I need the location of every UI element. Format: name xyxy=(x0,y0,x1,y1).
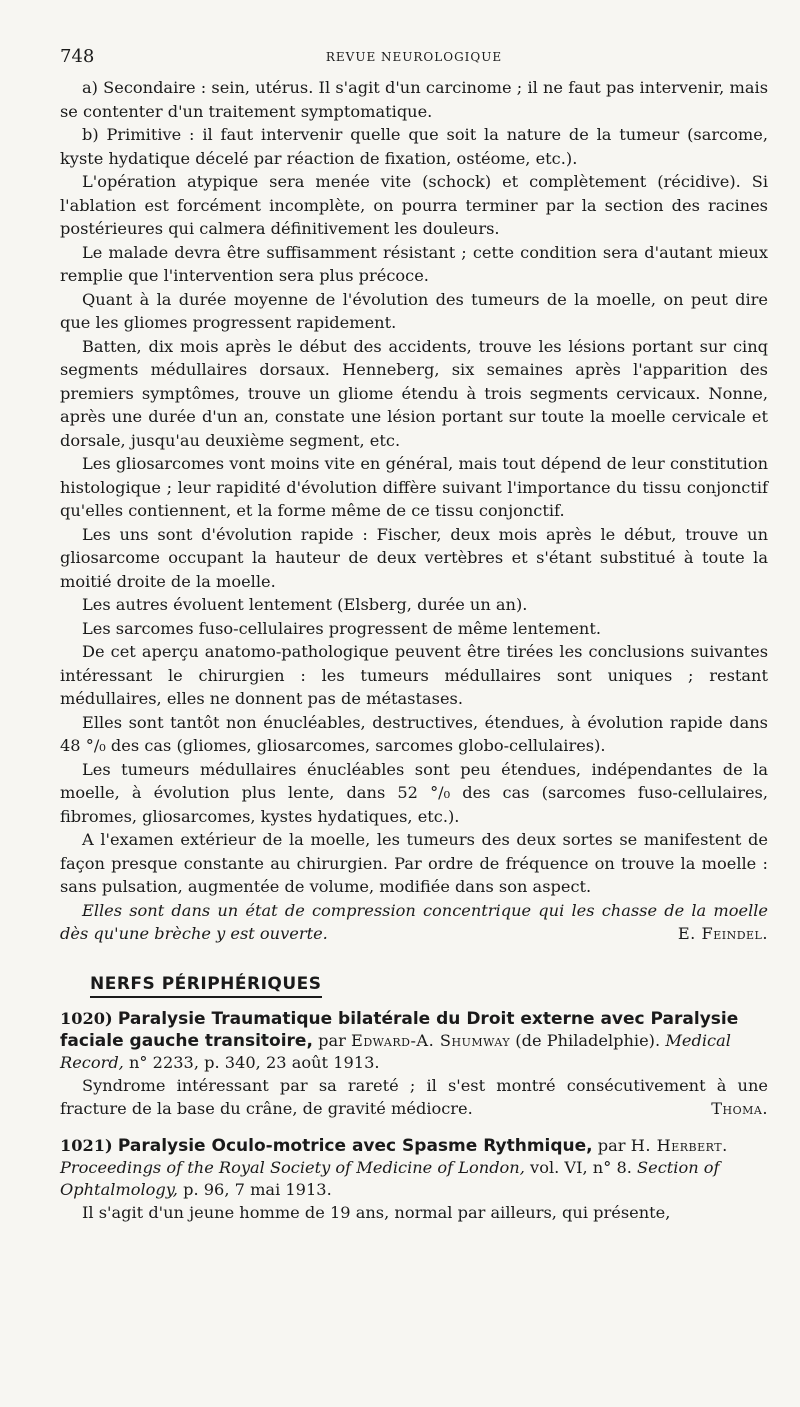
paragraph: Le malade devra être suffisamment résistant ; cette condition sera d'autant mieux remplie que l'intervention sera plus précoce. xyxy=(60,242,768,285)
paragraph: Elles sont tantôt non énucléables, destructives, étendues, à évolution rapide dans 48 °/₀ des cas (gliomes, gliosarcomes, sarcomes globo-cellulaires). xyxy=(60,712,768,755)
paragraph: L'opération atypique sera menée vite (schock) et complètement (récidive). Si l'ablation est forcément incomplète, on pourra terminer par la section des racines postérieures qui calmera définitivement les douleurs. xyxy=(60,172,768,238)
abstract-entry xyxy=(60,1008,768,1121)
section-title: NERFS PÉRIPHÉRIQUES xyxy=(90,974,322,998)
entry-journal-section: Section of Ophtalmology, xyxy=(60,1157,720,1199)
paragraph: Batten, dix mois après le début des accidents, trouve les lésions portant sur cinq segments médullaires dorsaux. Henneberg, six semaines après l'apparition des premiers symptômes, trouve un gliome étendu à trois segments cervicaux. Nonne, après une durée d'un an, constate une lésion portant sur toute la moelle cervicale et dorsale, jusqu'au deuxième segment, etc. xyxy=(60,336,768,450)
page-number: 748 xyxy=(60,46,95,67)
entry-number: 1021) xyxy=(60,1135,113,1155)
entry-reference: vol. VI, n° 8. xyxy=(530,1157,632,1177)
entry-number: 1020) xyxy=(60,1008,113,1028)
entry-author: H. Herbert. xyxy=(630,1135,728,1155)
closing-text: Elles sont dans un état de compression concentrique qui les chasse de la moelle dès qu'une brèche y est ouverte. xyxy=(60,900,768,943)
author-prefix: par xyxy=(318,1030,346,1050)
entry-summary: Syndrome intéressant par sa rareté ; il s'est montré consécutivement à une fracture de la base du crâne, de gravité médiocre. Thoma. xyxy=(60,1074,768,1121)
running-head: REVUE NEUROLOGIQUE xyxy=(325,50,503,64)
paragraph: a) Secondaire : sein, utérus. Il s'agit d'un carcinome ; il ne faut pas intervenir, mais se contenter d'un traitement symptomatique. xyxy=(60,78,768,121)
paragraph: Les autres évoluent lentement (Elsberg, durée un an). xyxy=(82,595,528,614)
entry-title: Paralysie Traumatique bilatérale du Droit externe avec Paralysie faciale gauche transitoire, xyxy=(60,1008,739,1051)
paragraph: Quant à la durée moyenne de l'évolution des tumeurs de la moelle, on peut dire que les gliomes progressent rapidement. xyxy=(60,289,768,332)
entry-heading xyxy=(60,1008,768,1074)
entry-summary: Il s'agit d'un jeune homme de 19 ans, normal par ailleurs, qui présente, xyxy=(82,1202,671,1222)
paragraph: A l'examen extérieur de la moelle, les tumeurs des deux sortes se manifestent de façon presque constante au chirurgien. Par ordre de fréquence on trouve la moelle : sans pulsation, augmentée de volume, modifiée dans son aspect. xyxy=(60,830,768,896)
paragraph: Les gliosarcomes vont moins vite en général, mais tout dépend de leur constitution histologique ; leur rapidité d'évolution diffère suivant l'importance du tissu conjonctif qu'elles contiennent, et la forme même de ce tissu conjonctif. xyxy=(60,454,768,520)
page-header xyxy=(60,46,768,76)
entry-heading xyxy=(60,1135,768,1201)
entry-signature: Thoma. xyxy=(711,1099,768,1118)
entry-reference: n° 2233, p. 340, 23 août 1913. xyxy=(128,1052,380,1072)
entry-title: Paralysie Oculo-motrice avec Spasme Rythmique, xyxy=(117,1135,593,1156)
paragraph: De cet aperçu anatomo-pathologique peuvent être tirées les conclusions suivantes intéressant le chirurgien : les tumeurs médullaires sont uniques ; restant médullaires, elles ne donnent pas de métastases. xyxy=(60,642,768,708)
article-body xyxy=(60,76,768,946)
paragraph: Les tumeurs médullaires énucléables sont peu étendues, indépendantes de la moelle, à évolution plus lente, dans 52 °/₀ des cas (sarcomes fuso-cellulaires, fibromes, gliosarcomes, kystes hydatiques, etc.). xyxy=(60,759,768,826)
closing-paragraph xyxy=(60,899,768,946)
page xyxy=(60,46,768,1224)
paragraph: Les uns sont d'évolution rapide : Fischer, deux mois après le début, trouve un gliosarcome occupant la hauteur de deux vertèbres et s'étant substitué à toute la moitié droite de la moelle. xyxy=(60,524,768,591)
author-signature: E. Feindel. xyxy=(677,924,768,943)
abstract-entry xyxy=(60,1135,768,1225)
author-prefix: par xyxy=(597,1135,626,1155)
paragraph: Les sarcomes fuso-cellulaires progressent de même lentement. xyxy=(82,618,601,638)
section-heading xyxy=(90,974,768,994)
entry-journal: Medical Record, xyxy=(60,1030,731,1072)
entry-reference-end: p. 96, 7 mai 1913. xyxy=(183,1179,332,1199)
entry-journal: Proceedings of the Royal Society of Medicine of London, xyxy=(60,1157,525,1177)
paragraph: b) Primitive : il faut intervenir quelle que soit la nature de la tumeur (sarcome, kyste hydatique décelé par réaction de fixation, ostéome, etc.). xyxy=(60,125,768,168)
entry-affiliation: (de Philadelphie). xyxy=(515,1030,661,1050)
entry-author: Edward-A. Shumway xyxy=(351,1030,511,1050)
